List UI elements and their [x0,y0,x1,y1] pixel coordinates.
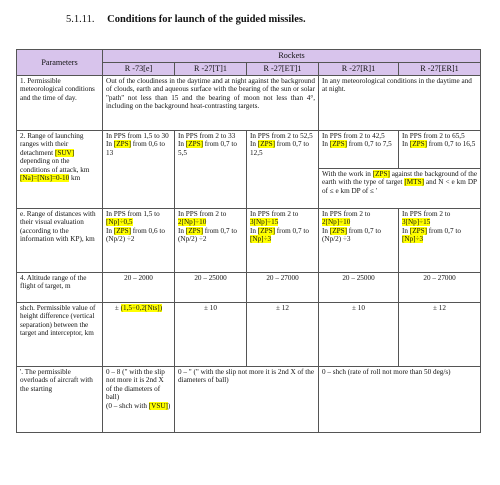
highlight: [ZPS] [185,226,203,235]
text: In PPS from 2 to 33 [178,132,236,140]
text: from 0,7 to (Np/2) ÷2 [178,226,237,244]
highlight: [Np]÷3 [402,235,424,244]
cell-weather-r73-et: Out of the cloudiness in the daytime and at night against the background of clouds, earth and aqueous surface with the bearing of the sun or solar "path" not less than 15 and the bearing of moon not less than 4°, including on the background heat-contrasting targets. [103,76,319,131]
cell-height-r27er: ± 12 [399,303,481,367]
text: from 0,6 to 13 [106,140,165,157]
text: from 0,7 to (Np/2) ÷3 [322,226,381,244]
cell-overload-r73 [103,367,175,433]
cell-range-r-er-zps [319,169,481,209]
launch-conditions-table [16,49,481,433]
table-row [17,273,481,303]
highlight: [ZPS] [113,226,131,235]
section-title: Conditions for launch of the guided missiles. [107,14,306,25]
text: In PPS from 2 to 42,5 [322,132,385,140]
text: In PPS from 2 to [322,210,371,218]
highlight: [ZPS] [185,140,203,149]
text: In [402,226,410,235]
table-row [17,303,481,367]
cell-range-r27er [399,131,481,169]
text: ± [114,304,121,312]
param-height-difference: shch. Permissible value of height difference (vertical separation) between the target and interceptor, km [17,303,103,367]
highlight: [Np]÷3 [250,235,272,244]
text: In [322,140,330,149]
text: In [322,226,330,235]
highlight: 2[Np]÷10 [322,218,351,227]
highlight: [ZPS] [372,170,390,178]
text: from 0,7 to 16,5 [426,140,476,149]
highlight: [MTS] [404,178,424,187]
parameters-header: Parameters [17,50,103,76]
cell-visual-r27et [247,209,319,273]
text: In [250,226,258,235]
col-r27et: R -27[ET]1 [247,63,319,76]
highlight: 2[Np]÷10 [178,218,207,227]
highlight: [Np]÷0,5 [106,218,133,227]
cell-altitude-r27t: 20 – 25000 [175,273,247,303]
highlight: [ZPS] [329,140,347,149]
cell-range-r27r [319,131,399,169]
text: In [106,226,114,235]
cell-visual-r27t [175,209,247,273]
cell-visual-r73 [103,209,175,273]
text: from 0,6 to (Np/2) ÷2 [106,226,165,244]
text: In [178,226,186,235]
highlight: [VSU] [148,401,168,410]
text: In PPS from 1,5 to [106,210,160,218]
text: from 0,7 to 7,5 [346,140,392,149]
cell-overload-r27t-et: 0 – " (" with the slip not more it is 2nd X of the diameters of ball) [175,367,319,433]
cell-range-r27et [247,131,319,209]
highlight: [ZPS] [257,226,275,235]
text: 0 – 8 (" with the slip not more it is 2nd X of the diameters of ball) [106,368,165,402]
param-overloads: '. The permissible overloads of aircraft with the starting [17,367,103,433]
table-row [17,367,481,433]
text: In PPS from 2 to [178,210,227,218]
text: from 0,7 to 5,5 [178,140,237,157]
highlight: [ZPS] [409,226,427,235]
param-weather: 1. Permissible meteorological conditions and the time of day. [17,76,103,131]
text: km [69,174,81,183]
cell-altitude-r27er: 20 – 27000 [399,273,481,303]
highlight: [Na]=[Nts]=0-10 [20,174,70,183]
text: and N < e km DP of ≤ e km DP of ≤ ' [322,178,478,195]
text: In [178,140,186,149]
table-row [17,131,481,169]
text: With the work in [322,170,373,178]
highlight: [SUV] [54,148,75,157]
cell-weather-r-er: In any meteorological conditions in the daytime and at night. [319,76,481,131]
text: In PPS from 1,5 to 30 [106,132,169,140]
cell-altitude-r27r: 20 – 25000 [319,273,399,303]
section-number: 5.1.11. [66,14,95,25]
text: depending on the conditions of attack, km [20,157,90,174]
text: In [106,140,114,149]
text: In PPS from 2 to 65,5 [402,132,465,140]
cell-height-r27t: ± 10 [175,303,247,367]
highlight: (1,5÷0,2[Nts]) [120,304,163,312]
text: from 0,7 to [426,226,461,235]
cell-visual-r27r [319,209,399,273]
highlight: [ZPS] [409,140,427,149]
col-r73: R -73[e] [103,63,175,76]
text: (0 – shch with [106,401,149,410]
text: from 0,7 to [274,226,309,235]
cell-height-r27et: ± 12 [247,303,319,367]
text: In [402,140,410,149]
col-r27r: R -27[R]1 [319,63,399,76]
highlight: [ZPS] [329,226,347,235]
header-row-1 [17,50,481,63]
table-row [17,76,481,131]
highlight: [ZPS] [113,140,131,149]
highlight: 3[Np]÷15 [402,218,431,227]
cell-range-r27t [175,131,247,209]
col-r27er: R -27[ER]1 [399,63,481,76]
highlight: [ZPS] [257,140,275,149]
text: ) [167,401,171,410]
text: 2. Range of launching ranges with their detachment [20,132,84,157]
param-altitude: 4. Altitude range of the flight of target, m [17,273,103,303]
param-visual-range: e. Range of distances with their visual evaluation (according to the information with KP), km [17,209,103,273]
cell-range-r73 [103,131,175,209]
cell-visual-r27er [399,209,481,273]
param-launch-range [17,131,103,209]
cell-altitude-r73: 20 – 2000 [103,273,175,303]
rockets-header: Rockets [103,50,481,63]
col-r27t: R -27[T]1 [175,63,247,76]
text: In PPS from 2 to [250,210,299,218]
highlight: 3[Np]÷15 [250,218,279,227]
cell-height-r73 [103,303,175,367]
text: In PPS from 2 to 52,5 [250,132,313,140]
cell-overload-r-er: 0 – shch (rate of roll not more than 50 deg/s) [319,367,481,433]
section-heading [66,14,306,25]
text: In PPS from 2 to [402,210,451,218]
cell-altitude-r27et: 20 – 27000 [247,273,319,303]
cell-height-r27r: ± 10 [319,303,399,367]
text: from 0,7 to 12,5 [250,140,309,157]
table-row [17,209,481,273]
text: In [250,140,258,149]
text: against the background of the earth with the type of target [322,170,478,187]
